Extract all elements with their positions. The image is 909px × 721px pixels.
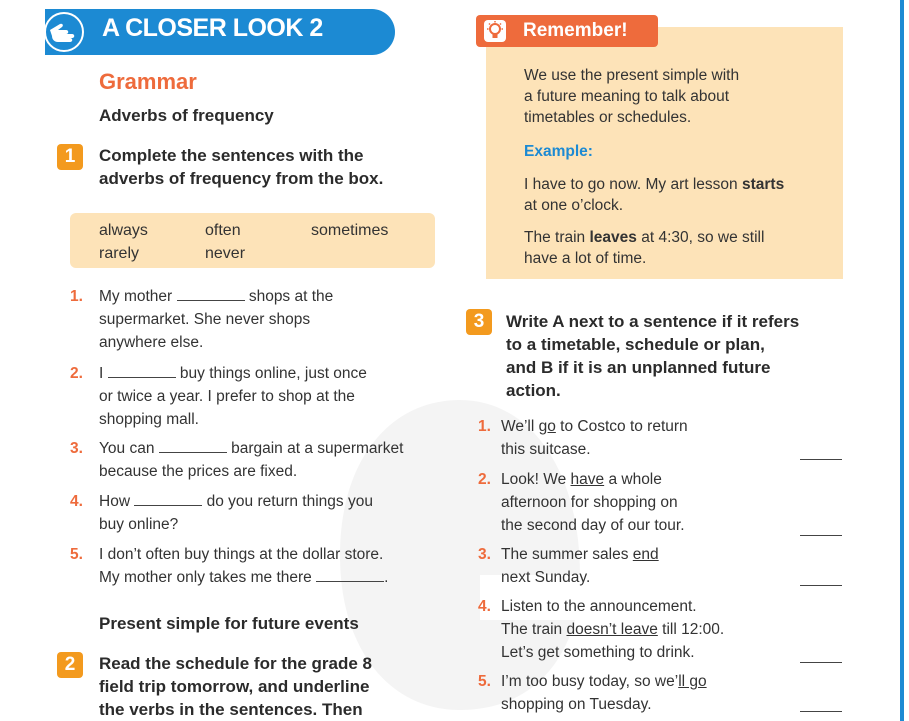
task-3-line: action. (506, 381, 561, 400)
exercise-1-item (70, 362, 450, 431)
remember-line: a future meaning to talk about (524, 88, 730, 105)
task-1-line: adverbs of frequency from the box. (99, 169, 384, 188)
answer-line[interactable] (800, 458, 842, 460)
task-2-line: field trip tomorrow, and underline (99, 677, 370, 696)
item-text: Listen to the announcement. (501, 598, 697, 615)
section-grammar: Grammar (99, 69, 197, 94)
task-2-instruction (99, 652, 372, 721)
exercise-1-item (70, 543, 460, 589)
item-number: 2. (70, 365, 83, 382)
item-text: shopping mall. (99, 411, 199, 428)
item-text: You can bargain at a supermarket (99, 440, 404, 457)
remember-explanation (524, 65, 739, 128)
word-sometimes: sometimes (311, 222, 389, 239)
task-1-badge: 1 (57, 144, 83, 170)
exercise-3-item (478, 595, 818, 664)
item-number: 3. (478, 546, 491, 563)
exercise-1-item (70, 285, 450, 354)
answer-blank[interactable] (177, 286, 245, 301)
exercise-1-item (70, 490, 450, 536)
subhead-present-simple: Present simple for future events (99, 614, 359, 633)
item-text: supermarket. She never shops (99, 311, 311, 328)
task-3-instruction (506, 310, 799, 402)
task-3-badge: 3 (466, 309, 492, 335)
word-never: never (205, 245, 246, 262)
item-number: 1. (478, 418, 491, 435)
answer-blank[interactable] (316, 567, 384, 582)
task-2-line: Read the schedule for the grade 8 (99, 654, 373, 673)
item-text: I don’t often buy things at the dollar store. (99, 546, 384, 563)
item-number: 3. (70, 440, 83, 457)
task-3-line: to a timetable, schedule or plan, (506, 335, 765, 354)
exercise-3-item (478, 543, 818, 589)
remember-line: timetables or schedules. (524, 109, 692, 126)
remember-label: Remember! (523, 20, 628, 41)
item-number: 1. (70, 288, 83, 305)
item-text: Let’s get something to drink. (501, 644, 695, 661)
subhead-adverbs: Adverbs of frequency (99, 106, 274, 125)
task-2-badge: 2 (57, 652, 83, 678)
example-2: The train leaves at 4:30, so we still have a lot of time. (524, 229, 765, 267)
item-text: or twice a year. I prefer to shop at the (99, 388, 355, 405)
page-edge-rule (900, 0, 904, 721)
item-text: How do you return things you (99, 493, 373, 510)
item-text: afternoon for shopping on (501, 494, 678, 511)
page-title: A CLOSER LOOK 2 (102, 14, 323, 42)
answer-line[interactable] (800, 534, 842, 536)
item-number: 4. (70, 493, 83, 510)
task-3-line: Write A next to a sentence if it refers (506, 312, 800, 331)
item-text: the second day of our tour. (501, 517, 685, 534)
item-text: buy online? (99, 516, 179, 533)
answer-blank[interactable] (108, 363, 176, 378)
answer-blank[interactable] (134, 491, 202, 506)
answer-line[interactable] (800, 710, 842, 712)
item-text: anywhere else. (99, 334, 204, 351)
exercise-3-item (478, 670, 818, 716)
item-text: next Sunday. (501, 569, 591, 586)
item-number: 5. (70, 546, 83, 563)
task-1-instruction (99, 144, 383, 190)
exercise-3-item (478, 415, 818, 461)
item-text: My mother only takes me there . (99, 569, 389, 586)
answer-line[interactable] (800, 661, 842, 663)
item-number: 4. (478, 598, 491, 615)
exercise-3-item (478, 468, 818, 537)
item-text: this suitcase. (501, 441, 591, 458)
item-number: 2. (478, 471, 491, 488)
remember-line: We use the present simple with (524, 67, 740, 84)
word-often: often (205, 222, 241, 239)
item-text: I’m too busy today, so we’ll go (501, 673, 707, 690)
item-text: because the prices are fixed. (99, 463, 298, 480)
answer-line[interactable] (800, 584, 842, 586)
exercise-1-item (70, 437, 450, 483)
word-rarely: rarely (99, 245, 140, 262)
item-text: The summer sales end (501, 546, 659, 563)
item-text: The train doesn’t leave till 12:00. (501, 621, 725, 638)
example-1: I have to go now. My art lesson starts at one o’clock. (524, 176, 785, 214)
task-2-line: the verbs in the sentences. Then (99, 700, 363, 719)
item-text: I buy things online, just once (99, 365, 367, 382)
example-label: Example: (524, 143, 593, 160)
pointing-hand-icon (44, 12, 84, 52)
answer-blank[interactable] (159, 438, 227, 453)
lightbulb-icon (483, 19, 507, 43)
item-text: My mother shops at the (99, 288, 334, 305)
word-always: always (99, 222, 148, 239)
item-text: We’ll go to Costco to return (501, 418, 688, 435)
task-1-line: Complete the sentences with the (99, 146, 364, 165)
item-number: 5. (478, 673, 491, 690)
item-text: Look! We have a whole (501, 471, 662, 488)
task-3-line: and B if it is an unplanned future (506, 358, 771, 377)
item-text: shopping on Tuesday. (501, 696, 652, 713)
